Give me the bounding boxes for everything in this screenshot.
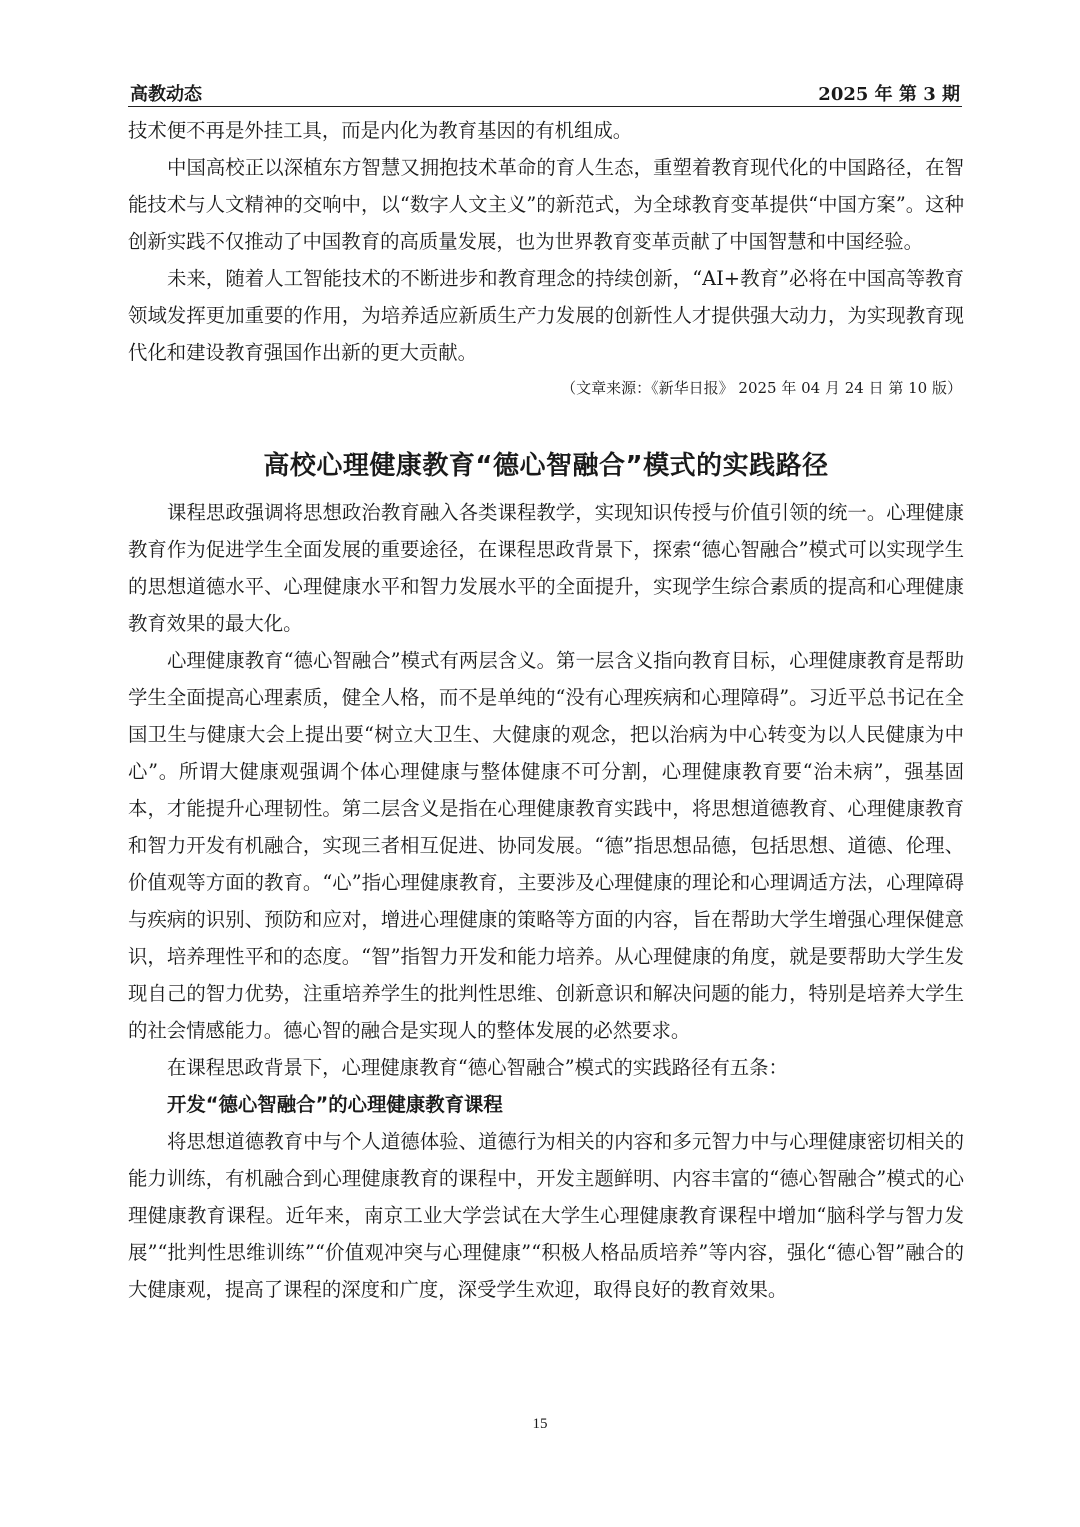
running-header bbox=[128, 76, 962, 107]
prev-article-paragraph-3: 未来，随着人工智能技术的不断进步和教育理念的持续创新，“AI+教育”必将在中国高等教育领域发挥更加重要的作用，为培养适应新质生产力发展的创新性人才提供强大动力，为实现教育现代化和建设教育强国作出新的更大贡献。 bbox=[128, 267, 964, 364]
prev-article-paragraph-1: 技术便不再是外挂工具，而是内化为教育基因的有机组成。 bbox=[128, 119, 633, 142]
article-paragraph-3: 在课程思政背景下，心理健康教育“德心智融合”模式的实践路径有五条： bbox=[167, 1056, 788, 1079]
page-content bbox=[128, 112, 964, 1308]
article-paragraph-1: 课程思政强调将思想政治教育融入各类课程教学，实现知识传授与价值引领的统一。心理健康教育作为促进学生全面发展的重要途径，在课程思政背景下，探索“德心智融合”模式可以实现学生的思想道德水平、心理健康水平和智力发展水平的全面提升，实现学生综合素质的提高和心理健康教育效果的最大化。 bbox=[128, 501, 964, 635]
issue-number: 2025 年 第 3 期 bbox=[818, 84, 960, 105]
page-number: 15 bbox=[532, 1416, 548, 1432]
article-paragraph-2: 心理健康教育“德心智融合”模式有两层含义。第一层含义指向教育目标，心理健康教育是帮助学生全面提高心理素质，健全人格，而不是单纯的“没有心理疾病和心理障碍”。习近平总书记在全国卫生与健康大会上提出要“树立大卫生、大健康的观念，把以治病为中心转变为以人民健康为中心”。所谓大健康观强调个体心理健康与整体健康不可分割，心理健康教育要“治未病”，强基固本，才能提升心理韧性。第二层含义是指在心理健康教育实践中，将思想道德教育、心理健康教育和智力开发有机融合，实现三者相互促进、协同发展。“德”指思想品德，包括思想、道德、伦理、价值观等方面的教育。“心”指心理健康教育，主要涉及心理健康的理论和心理调适方法，心理障碍与疾病的识别、预防和应对，增进心理健康的策略等方面的内容，旨在帮助大学生增强心理保健意识，培养理性平和的态度。“智”指智力开发和能力培养。从心理健康的角度，就是要帮助大学生发现自己的智力优势，注重培养学生的批判性思维、创新意识和解决问题的能力，特别是培养大学生的社会情感能力。德心智的融合是实现人的整体发展的必然要求。 bbox=[128, 649, 964, 1042]
article-source-note: （文章来源：《新华日报》 2025 年 04 月 24 日 第 10 版） bbox=[561, 379, 962, 397]
prev-article-paragraph-2: 中国高校正以深植东方智慧又拥抱技术革命的育人生态，重塑着教育现代化的中国路径，在智能技术与人文精神的交响中，以“数字人文主义”的新范式，为全球教育变革提供“中国方案”。这种创新实践不仅推动了中国教育的高质量发展，也为世界教育变革贡献了中国智慧和中国经验。 bbox=[128, 156, 964, 253]
article-paragraph-4: 将思想道德教育中与个人道德体验、道德行为相关的内容和多元智力中与心理健康密切相关的能力训练，有机融合到心理健康教育的课程中，开发主题鲜明、内容丰富的“德心智融合”模式的心理健康教育课程。近年来，南京工业大学尝试在大学生心理健康教育课程中增加“脑科学与智力发展”“批判性思维训练”“价值观冲突与心理健康”“积极人格品质培养”等内容，强化“德心智”融合的大健康观，提高了课程的深度和广度，深受学生欢迎，取得良好的教育效果。 bbox=[128, 1130, 964, 1301]
section-subheading: 开发“德心智融合”的心理健康教育课程 bbox=[167, 1093, 503, 1116]
journal-name: 高教动态 bbox=[130, 84, 202, 105]
article-title: 高校心理健康教育“德心智融合”模式的实践路径 bbox=[263, 451, 829, 481]
